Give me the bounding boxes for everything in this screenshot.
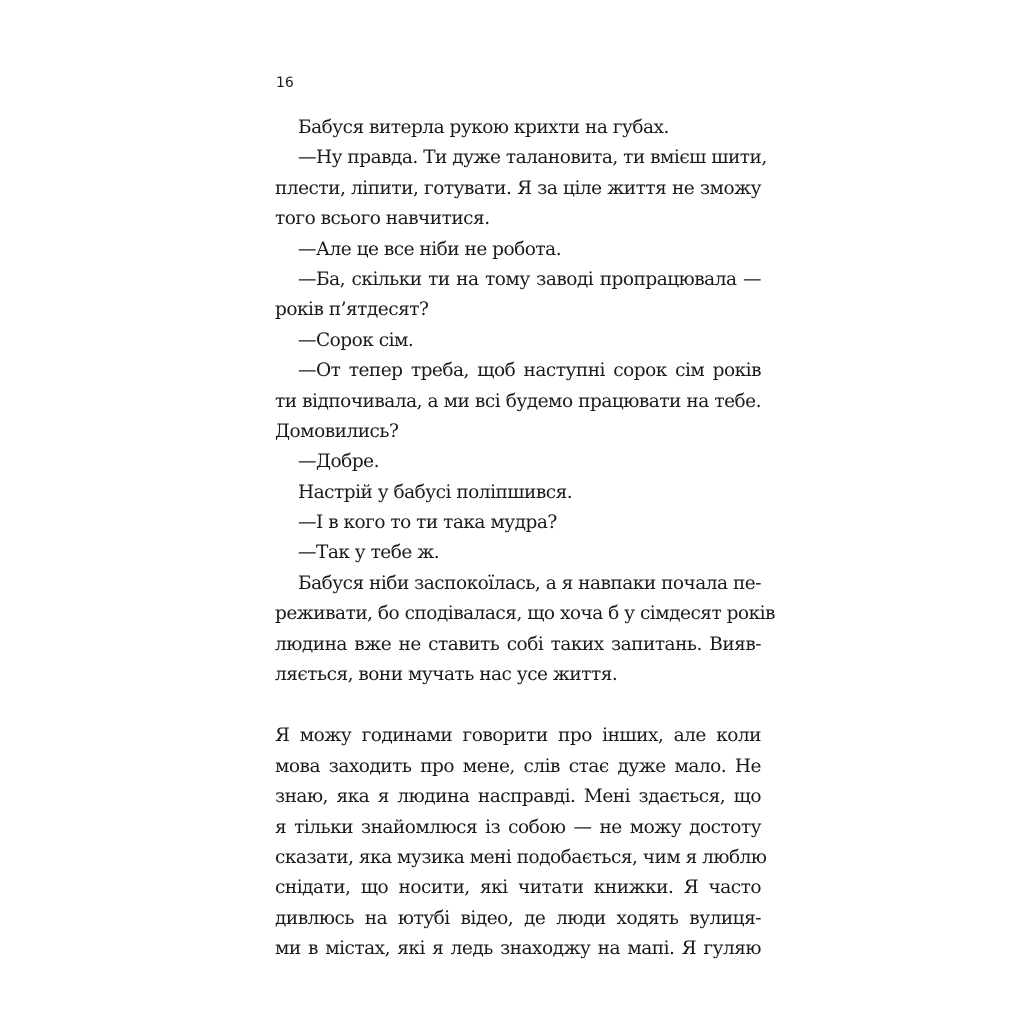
text-line: —Добре. <box>298 451 379 473</box>
text-line: —От тепер треба, щоб наступні сорок сім років <box>298 360 761 382</box>
text-line: мова заходить про мене, слів стає дуже мало. Не <box>275 755 761 777</box>
body-text <box>275 113 775 965</box>
text-line: того всього навчитися. <box>275 208 490 230</box>
text-line: знаю, яка я людина насправді. Мені здається, що <box>275 786 761 808</box>
text-line: людина вже не ставить собі таких запитань. Вияв- <box>275 633 761 655</box>
text-line: —Ба, скільки ти на тому заводі пропрацювала — <box>298 268 761 290</box>
page-number: 16 <box>276 75 294 91</box>
text-line: снідати, що носити, які читати книжки. Я часто <box>275 877 761 899</box>
text-line: Настрій у бабусі поліпшився. <box>298 481 573 503</box>
text-line: —Так у тебе ж. <box>298 542 440 564</box>
text-line: я тільки знайомлюся із собою — не можу достоту <box>275 816 761 838</box>
text-line: ми в містах, які я ледь знаходжу на мапі. Я гуляю <box>275 938 761 960</box>
text-line: Бабуся ніби заспокоїлась, а я навпаки почала пе- <box>298 572 761 594</box>
text-line: плести, ліпити, готувати. Я за ціле життя не зможу <box>275 177 761 199</box>
text-line: Домовились? <box>275 420 399 442</box>
paragraph-gap <box>275 690 761 721</box>
text-line: дивлюсь на ютубі відео, де люди ходять вулиця- <box>275 907 761 929</box>
text-line: —Сорок сім. <box>298 329 414 351</box>
text-line: Бабуся витерла рукою крихти на губах. <box>298 117 669 138</box>
text-line: —Ну правда. Ти дуже талановита, ти вмієш шити, <box>298 147 767 169</box>
text-line: —І в кого то ти така мудра? <box>298 512 557 534</box>
text-line: —Але це все ніби не робота. <box>298 238 562 260</box>
text-line: років п’ятдесят? <box>275 299 429 321</box>
text-line: сказати, яка музика мені подобається, чим я люблю <box>275 846 767 868</box>
text-line: реживати, бо сподівалася, що хоча б у сімдесят років <box>275 603 775 625</box>
text-line: Я можу годинами говорити про інших, але коли <box>275 725 761 747</box>
text-line: ти відпочивала, а ми всі будемо працювати на тебе. <box>275 390 761 412</box>
text-line: ляється, вони мучать нас усе життя. <box>275 664 618 686</box>
